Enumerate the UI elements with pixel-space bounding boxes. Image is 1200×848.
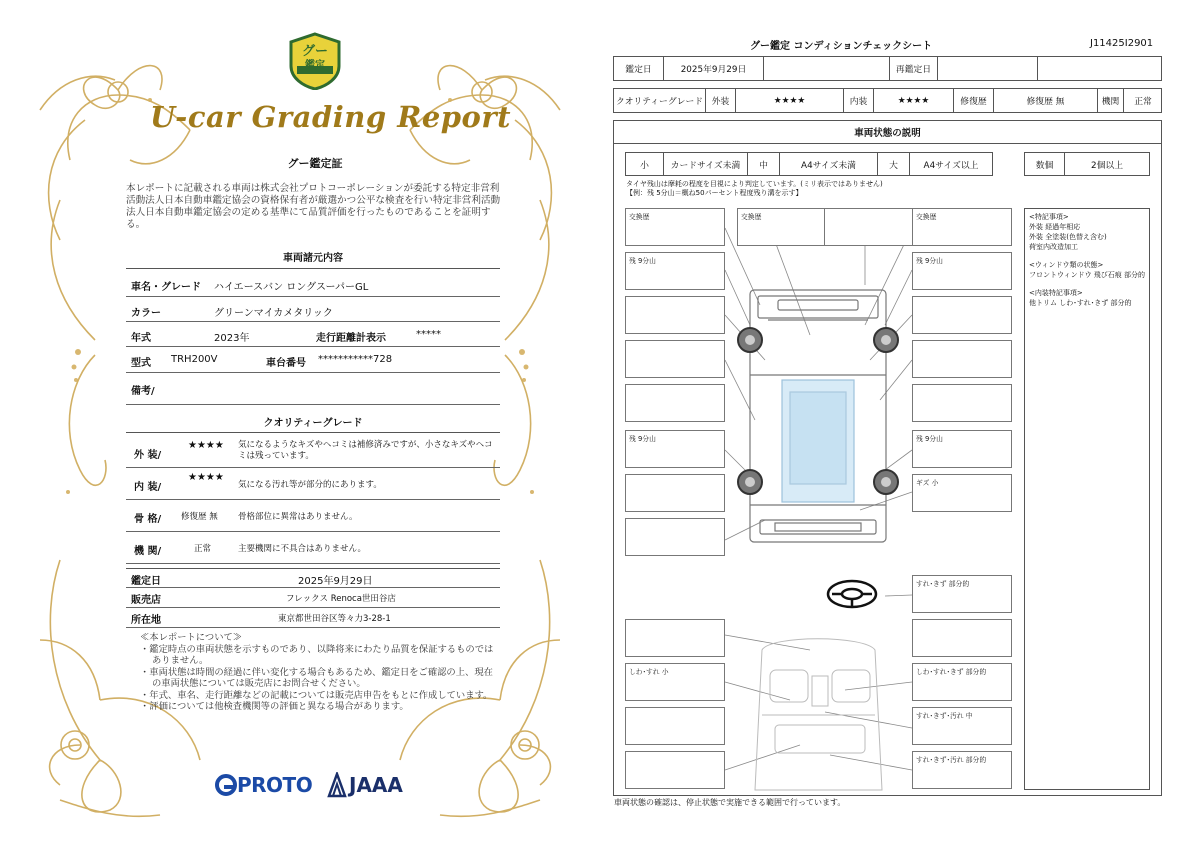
- badge-line2: 鑑定: [305, 60, 325, 71]
- special-item: 外装 経過年相応: [1029, 223, 1081, 231]
- footer-row-shop: [126, 588, 500, 608]
- spec-remarks-label: 備考/: [131, 386, 155, 397]
- footer-row-date: [126, 568, 500, 588]
- report-notes: [140, 632, 500, 713]
- special-item: 荷室内改造加工: [1029, 243, 1078, 251]
- date-label: 鑑定日: [614, 57, 664, 80]
- window-item: フロントウィンドウ 飛び石痕 部分的: [1029, 271, 1146, 279]
- quality-text: 骨格部位に異常はありません。: [238, 512, 358, 522]
- spec-row-color: [126, 297, 500, 322]
- grade-label: クオリティーグレード: [614, 89, 706, 112]
- count-label: 数個: [1025, 153, 1065, 175]
- footer-row-address: [126, 608, 500, 628]
- certificate-title: グー鑑定証: [287, 157, 343, 170]
- divider: [126, 432, 500, 433]
- tire-note-1: タイヤ残山は摩耗の程度を目視により判定しています。(ミリ表示ではありません): [626, 180, 883, 188]
- shop-value: フレックス Renoca世田谷店: [286, 594, 396, 604]
- date-value: 2025年9月29日: [298, 576, 373, 587]
- date-value: 2025年9月29日: [664, 57, 764, 80]
- size-large-desc: A4サイズ以上: [923, 160, 979, 171]
- tire-box-rear-left: 残 9分山: [625, 430, 725, 468]
- spec-color-label: カラー: [131, 308, 161, 319]
- damage-box: [625, 340, 725, 378]
- address-label: 所在地: [131, 615, 161, 626]
- repair-label: 修復歴: [954, 89, 994, 112]
- notes-title: ≪本レポートについて≫: [140, 632, 243, 643]
- spec-model-label: 型式: [131, 358, 151, 369]
- quality-row-engine: [126, 532, 500, 564]
- damage-box: [625, 474, 725, 512]
- condition-check-sheet: [600, 0, 1200, 848]
- goo-kantei-badge: [287, 32, 343, 90]
- interior-item: 他トリム しわ･すれ･きず 部分的: [1029, 299, 1132, 307]
- damage-box: [824, 208, 924, 246]
- count-desc: 2個以上: [1091, 160, 1123, 171]
- exterior-label: 外装: [706, 89, 736, 112]
- spec-row-model: [126, 347, 500, 373]
- note-item: ・車両状態は時間の経過に伴い変化する場合もあるため、鑑定日をご確認の上、現在の車両状態については販売店にお問合せください。: [140, 666, 493, 689]
- interior-box-right-3: すれ･きず･汚れ 部分的: [912, 751, 1012, 789]
- jaaa-logo-icon: [327, 772, 347, 798]
- quality-stars: ★★★★: [188, 472, 224, 483]
- spec-row-year: [126, 322, 500, 347]
- special-notes-panel: [1024, 208, 1150, 790]
- quality-text: 主要機関に不具合はありません。: [238, 544, 367, 554]
- report-script-title: U-car Grading Report: [150, 100, 512, 134]
- interior-box-right-2: すれ･きず･汚れ 中: [912, 707, 1012, 745]
- interior-box: [625, 619, 725, 657]
- tire-box-front-right: 残 9分山: [912, 252, 1012, 290]
- interior-title: <内装特記事項>: [1029, 289, 1083, 297]
- spec-name-value: ハイエースバン ロングスーパーGL: [214, 282, 369, 293]
- tire-box-front-left: 残 9分山: [625, 252, 725, 290]
- proto-logo: PROTO: [237, 773, 313, 797]
- date-label: 鑑定日: [131, 576, 161, 587]
- partner-logos: [215, 770, 415, 800]
- note-item: ・年式、車名、走行距離などの記載については販売店申告をもとに作成しています。: [140, 689, 493, 701]
- damage-box: 交換歴: [625, 208, 725, 246]
- note-item: ・鑑定時点の車両状態を示すものであり、以降将来にわたり品質を保証するものではありません。: [140, 643, 494, 666]
- damage-box: [625, 296, 725, 334]
- interior-label: 内装: [844, 89, 874, 112]
- spec-chassis-label: 車台番号: [266, 358, 306, 369]
- redate-label: 再鑑定日: [890, 57, 938, 80]
- address-value: 東京都世田谷区等々力3-28-1: [278, 614, 391, 624]
- jaaa-logo: JAAA: [349, 773, 403, 797]
- quality-label: 機 関/: [134, 546, 162, 557]
- interior-box-left-seat: しわ･すれ 小: [625, 663, 725, 701]
- quality-text: 気になる汚れ等が部分的にあります。: [238, 480, 382, 490]
- window-title: <ウィンドウ類の状態>: [1029, 261, 1104, 269]
- footer-note: 車両状態の確認は、停止状態で実施できる範囲で行っています。: [614, 798, 846, 807]
- spec-row-remarks: [126, 373, 500, 405]
- quality-row-exterior: [126, 434, 500, 468]
- damage-box: [912, 296, 1012, 334]
- size-medium-desc: A4サイズ未満: [780, 153, 878, 175]
- note-item: ・評価については他検査機関等の評価と異なる場合があります。: [140, 701, 409, 712]
- sheet-id: J11425I2901: [1090, 38, 1154, 49]
- spec-mileage-label: 走行距離計表示: [316, 333, 386, 344]
- proto-logo-icon: [215, 774, 237, 796]
- damage-box: [912, 340, 1012, 378]
- interior-box-steering: すれ･きず 部分的: [912, 575, 1012, 613]
- damage-box: 交換歴: [737, 208, 837, 246]
- quality-heading: クオリティーグレード: [263, 418, 363, 429]
- spec-model-value: TRH200V: [171, 354, 218, 365]
- repair-value: 修復歴 無: [994, 89, 1098, 112]
- size-small-desc: カードサイズ未満: [664, 153, 748, 175]
- badge-line1: グー: [301, 44, 328, 59]
- spec-chassis-value: ***********728: [318, 354, 393, 365]
- quality-row-interior: [126, 468, 500, 500]
- quality-stars: 正常: [194, 544, 212, 554]
- exterior-stars: ★★★★: [736, 89, 844, 112]
- interior-box: [912, 619, 1012, 657]
- quality-stars: 修復歴 無: [181, 512, 218, 522]
- quality-text: 気になるようなキズやヘコミは補修済みですが、小さなキズやヘコミは残っています。: [238, 440, 493, 461]
- spec-name-label: 車名・グレード: [131, 282, 201, 293]
- damage-box: [912, 384, 1012, 422]
- engine-value: 正常: [1134, 97, 1152, 107]
- size-large: 大: [878, 153, 910, 175]
- tire-box-rear-right: 残 9分山: [912, 430, 1012, 468]
- interior-stars: ★★★★: [874, 89, 954, 112]
- spec-mileage-value: *****: [416, 329, 441, 340]
- damage-box: 交換歴: [912, 208, 1012, 246]
- engine-label: 機関: [1098, 89, 1124, 112]
- tire-note-2: 【例：残 5分山＝概ね50パーセント程度残り溝を示す】: [626, 189, 803, 197]
- steering-wheel-icon: [828, 581, 876, 607]
- shop-label: 販売店: [131, 595, 161, 606]
- condition-heading: 車両状態の説明: [613, 120, 1162, 144]
- spec-heading: 車両諸元内容: [283, 253, 343, 264]
- spec-year-value: 2023年: [214, 333, 250, 344]
- certificate-text: 本レポートに記載される車両は株式会社プロトコーポレーションが委託する特定非営利活動法人日本自動車鑑定協会の資格保有者が厳選かつ公平な検査を行い特定非営利活動法人日本自動車鑑定協会の定める基準にて品質評価を行ったものであることを証明する。: [126, 183, 501, 230]
- size-small: 小: [626, 153, 664, 175]
- quality-label: 外 装/: [134, 450, 162, 461]
- spec-color-value: グリーンマイカメタリック: [214, 308, 333, 319]
- quality-label: 内 装/: [134, 482, 162, 493]
- quality-stars: ★★★★: [188, 440, 224, 451]
- spec-year-label: 年式: [131, 333, 151, 344]
- special-item: 外装 全塗装(色替え含む): [1029, 233, 1107, 241]
- size-medium: 中: [748, 153, 780, 175]
- quality-label: 骨 格/: [134, 514, 162, 525]
- interior-box-right-1: しわ･すれ･きず 部分的: [912, 663, 1012, 701]
- interior-box: [625, 707, 725, 745]
- interior-box: [625, 751, 725, 789]
- special-title: <特記事項>: [1029, 213, 1069, 221]
- sheet-title: グー鑑定 コンディションチェックシート: [750, 41, 933, 52]
- damage-box: ギズ 小: [912, 474, 1012, 512]
- quality-row-frame: [126, 500, 500, 532]
- spec-row-name: [126, 272, 500, 297]
- damage-box: [625, 518, 725, 556]
- damage-box: [625, 384, 725, 422]
- divider: [126, 268, 500, 269]
